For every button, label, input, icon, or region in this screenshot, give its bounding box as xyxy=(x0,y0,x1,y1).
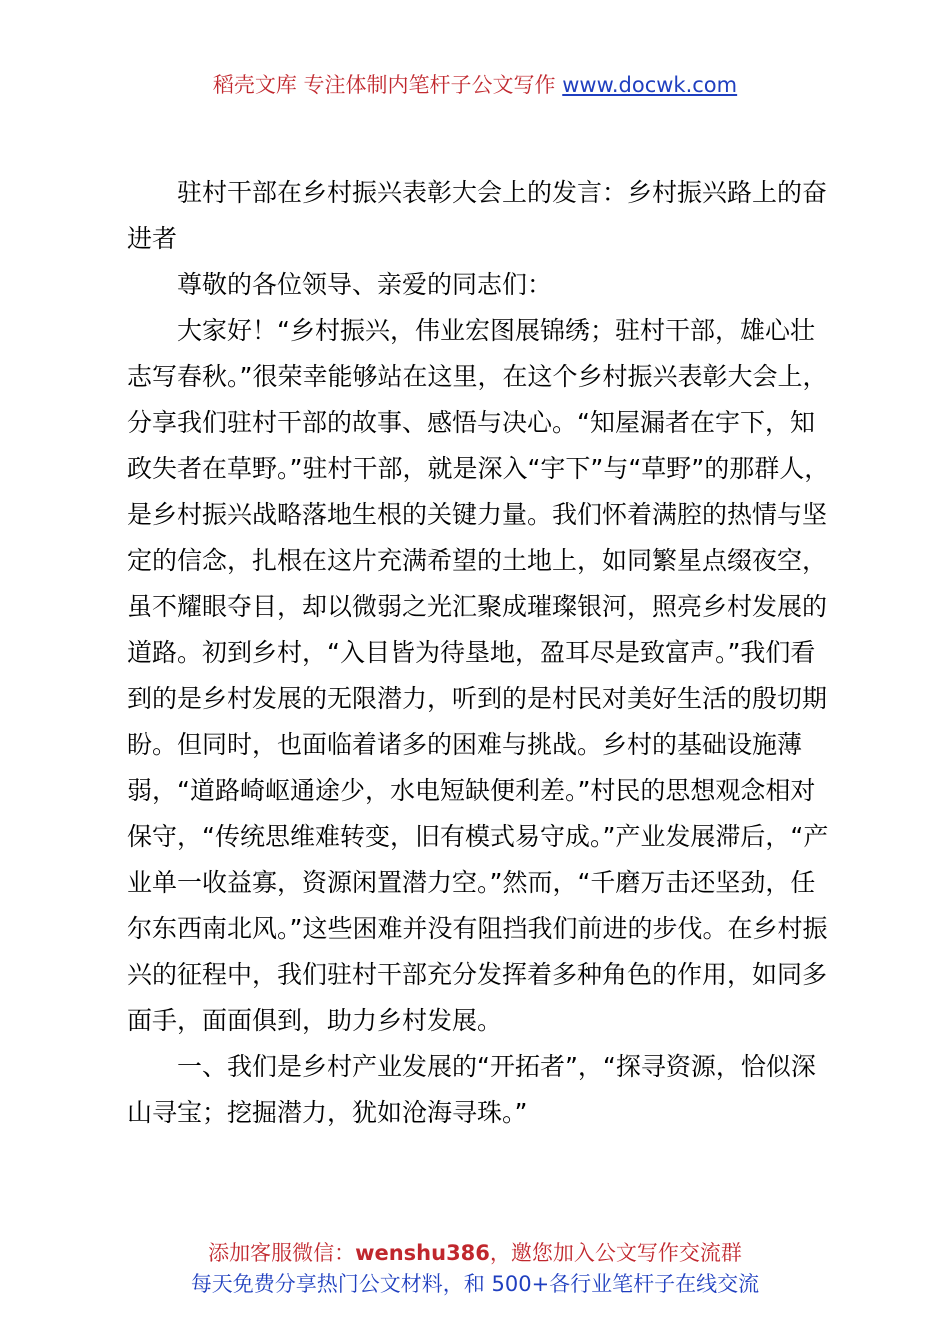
document-body xyxy=(127,170,837,1136)
footer-suffix: ，邀您加入公文写作交流群 xyxy=(489,1241,742,1265)
footer-promo-line: 每天免费分享热门公文材料，和 500+各行业笔杆子在线交流 xyxy=(190,1272,760,1296)
page-header xyxy=(0,70,950,100)
salutation: 尊敬的各位领导、亲爱的同志们： xyxy=(177,270,553,299)
header-brand: 稻壳文库 专注体制内笔杆子公文写作 xyxy=(212,73,556,97)
header-url-link[interactable]: www.docwk.com xyxy=(562,73,738,97)
document-title: 驻村干部在乡村振兴表彰大会上的发言：乡村振兴路上的奋进者 xyxy=(127,178,828,253)
body-paragraph: 一、我们是乡村产业发展的“开拓者”，“探寻资源，恰似深山寻宝；挖掘潜力，犹如沧海寻珠。” xyxy=(127,1052,816,1127)
footer-contact-line xyxy=(0,1238,950,1269)
wechat-id: wenshu386 xyxy=(355,1241,490,1265)
body-paragraph: 大家好！“乡村振兴，伟业宏图展锦绣；驻村干部，雄心壮志写春秋。”很荣幸能够站在这里，在这个乡村振兴表彰大会上，分享我们驻村干部的故事、感悟与决心。“知屋漏者在宇下，知政失者在草野。”驻村干部，就是深入“宇下”与“草野”的那群人，是乡村振兴战略落地生根的关键力量。我们怀着满腔的热情与坚定的信念，扎根在这片充满希望的土地上，如同繁星点缀夜空，虽不耀眼夺目，却以微弱之光汇聚成璀璨银河，照亮乡村发展的道路。初到乡村，“入目皆为待垦地，盈耳尽是致富声。”我们看到的是乡村发展的无限潜力，听到的是村民对美好生活的殷切期盼。但同时，也面临着诸多的困难与挑战。乡村的基础设施薄弱，“道路崎岖通途少，水电短缺便利差。”村民的思想观念相对保守，“传统思维难转变，旧有模式易守成。”产业发展滞后，“产业单一收益寡，资源闲置潜力空。”然而，“千磨万击还坚劲，任尔东西南北风。”这些困难并没有阻挡我们前进的步伐。在乡村振兴的征程中，我们驻村干部充分发挥着多种角色的作用，如同多面手，面面俱到，助力乡村发展。 xyxy=(127,316,830,1035)
footer-prefix: 添加客服微信： xyxy=(208,1241,356,1265)
page-footer xyxy=(0,1238,950,1300)
